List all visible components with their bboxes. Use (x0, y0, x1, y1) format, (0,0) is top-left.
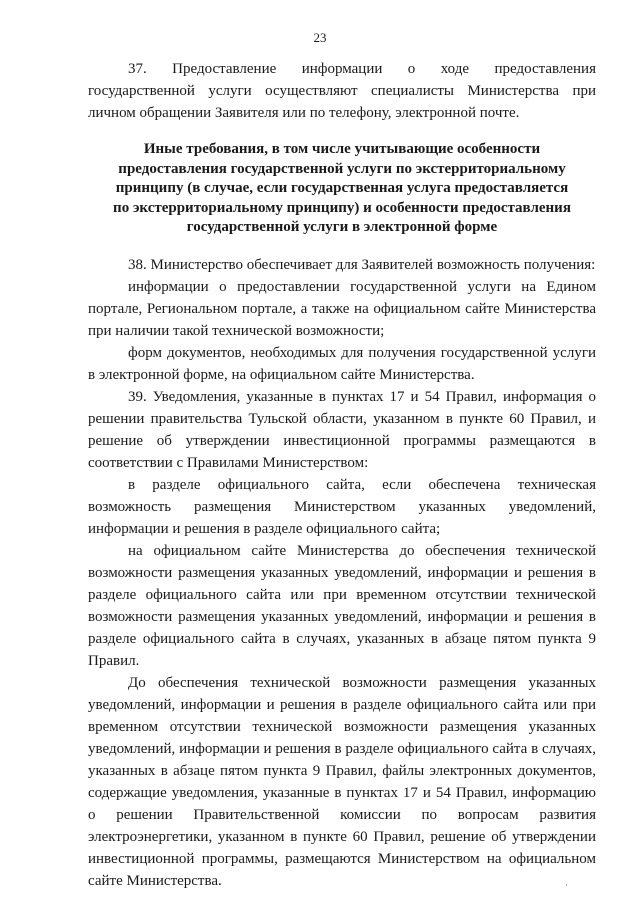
section-heading (88, 140, 596, 238)
heading-line: Иные требования, в том числе учитывающие особенности (143, 141, 541, 157)
page-content (88, 58, 596, 892)
paragraph-39: 39. Уведомления, указанные в пунктах 17 и 54 Правил, информация о решении правительства Тульской области, указанном в пункте 60 Правил, и решение об утверждении инвестиционной программы размещаются в соответствии с Правилами Министерством: (88, 388, 596, 471)
paragraph-38-item-1: информации о предоставлении государственной услуги на Едином портале, Региональном портале, а также на официальном сайте Министерства при наличии такой технической возможности; (88, 278, 596, 339)
paragraph-37: 37. Предоставление информации о ходе предоставления государственной услуги осуществляют специалисты Министерства при личном обращении Заявителя или по телефону, электронной почте. (88, 61, 596, 121)
heading-line: по экстерриториальному принципу) и особенности предоставления (113, 199, 571, 216)
scan-mark: · (565, 880, 568, 890)
paragraph-39-item-1: в разделе официального сайта, если обеспечена техническая возможность размещения Министерством указанных уведомлений, информации и решения в разделе официального сайта; (88, 476, 596, 537)
page-number: 23 (313, 30, 327, 45)
paragraph-38-item-2: форм документов, необходимых для получения государственной услуги в электронной форме, на официальном сайте Министерства. (88, 344, 596, 383)
paragraph-39-note: До обеспечения технической возможности размещения указанных уведомлений, информации и решения в разделе официального сайта или при временном отсутствии технической возможности размещения указанных уведомлений, информации и решения в разделе официального сайта в случаях, указанных в абзаце пятом пункта 9 Правил, файлы электронных документов, содержащие уведомления, указанные в пунктах 17 и 54 Правил, информацию о решении Правительственной комиссии по вопросам развития электроэнергетики, указанном в пункте 60 Правил, решение об утверждении инвестиционной программы, размещаются Министерством на официальном сайте Министерства. (88, 674, 596, 889)
paragraph-38: 38. Министерство обеспечивает для Заявителей возможность получения: (128, 256, 596, 273)
paragraph-39-item-2: на официальном сайте Министерства до обеспечения технической возможности размещения указанных уведомлений, информации и решения в разделе официального сайта или при временном отсутствии технической возможности размещения указанных уведомлений, информации и решения в разделе официального сайта в случаях, указанных в абзаце пятом пункта 9 Правил. (88, 542, 596, 669)
heading-line: принципу (в случае, если государственная услуга предоставляется (115, 180, 569, 196)
heading-line: предоставления государственной услуги по экстерриториальному (118, 160, 566, 177)
heading-line: государственной услуги в электронной форме (186, 219, 498, 235)
